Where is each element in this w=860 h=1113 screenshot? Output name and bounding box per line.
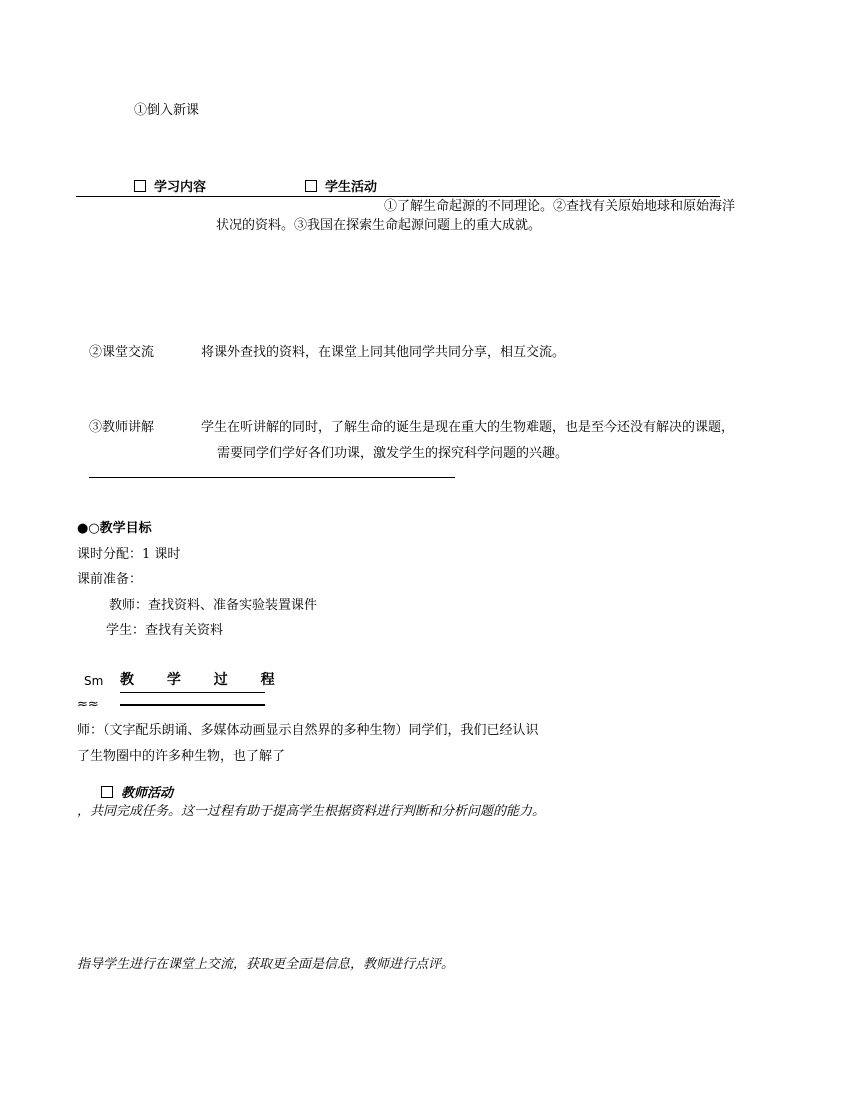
intro-step: ①倒入新课 xyxy=(134,103,200,118)
student-activity-line1: ①了解生命起源的不同理论。②查找有关原始地球和原始海洋 xyxy=(384,199,736,214)
goals-heading: ●○教学目标 xyxy=(77,521,152,536)
step2-text: 将课外查找的资料，在课堂上同其他同学共同分享，相互交流。 xyxy=(201,345,566,360)
section-rule xyxy=(89,477,455,478)
teacher-speech-line2: 了生物圈中的许多种生物，也了解了 xyxy=(77,749,286,764)
header-learning-content xyxy=(134,180,206,196)
process-rule-top xyxy=(120,692,265,693)
student-activity-line2: 状况的资料。③我国在探索生命起源问题上的重大成就。 xyxy=(216,218,542,233)
process-rule-bottom xyxy=(120,704,265,706)
teacher-activity-heading-label: 教师活动 xyxy=(121,786,174,801)
step3-label: ③教师讲解 xyxy=(89,420,155,435)
guidance-text: 指导学生进行在课堂上交流，获取更全面是信息，教师进行点评。 xyxy=(77,957,455,972)
process-prefix: Sm xyxy=(84,674,104,688)
step3-line2: 需要同学们学好各们功课，激发学生的探究科学问题的兴趣。 xyxy=(217,446,569,461)
process-title: 教 学 过 程 xyxy=(120,672,289,688)
header-student-activity-label: 学生活动 xyxy=(325,180,378,195)
checkbox-icon xyxy=(305,180,317,192)
teacher-speech-line1: 师：（文字配乐朗诵、多媒体动画显示自然界的多种生物）同学们，我们已经认识 xyxy=(77,723,539,738)
checkbox-icon xyxy=(134,180,146,192)
goals-student: 学生：查找有关资料 xyxy=(106,623,224,638)
checkbox-icon xyxy=(101,786,113,798)
step3-line1: 学生在听讲解的同时，了解生命的诞生是现在重大的生物难题，也是至今还没有解决的课题， xyxy=(201,420,735,435)
goals-time: 课时分配：1 课时 xyxy=(77,547,181,562)
goals-prep: 课前准备： xyxy=(77,572,143,587)
goals-teacher: 教师：查找资料、准备实验装置课件 xyxy=(109,598,318,613)
header-student-activity xyxy=(305,180,377,196)
header-learning-content-label: 学习内容 xyxy=(154,180,207,195)
teacher-activity-text: ，共同完成任务。这一过程有助于提高学生根据资料进行判断和分析问题的能力。 xyxy=(77,804,546,819)
table-header-rule xyxy=(76,196,720,197)
step2-label: ②课堂交流 xyxy=(89,345,155,360)
process-wave: ≈≈ xyxy=(77,697,99,712)
teacher-activity-heading xyxy=(101,786,173,802)
